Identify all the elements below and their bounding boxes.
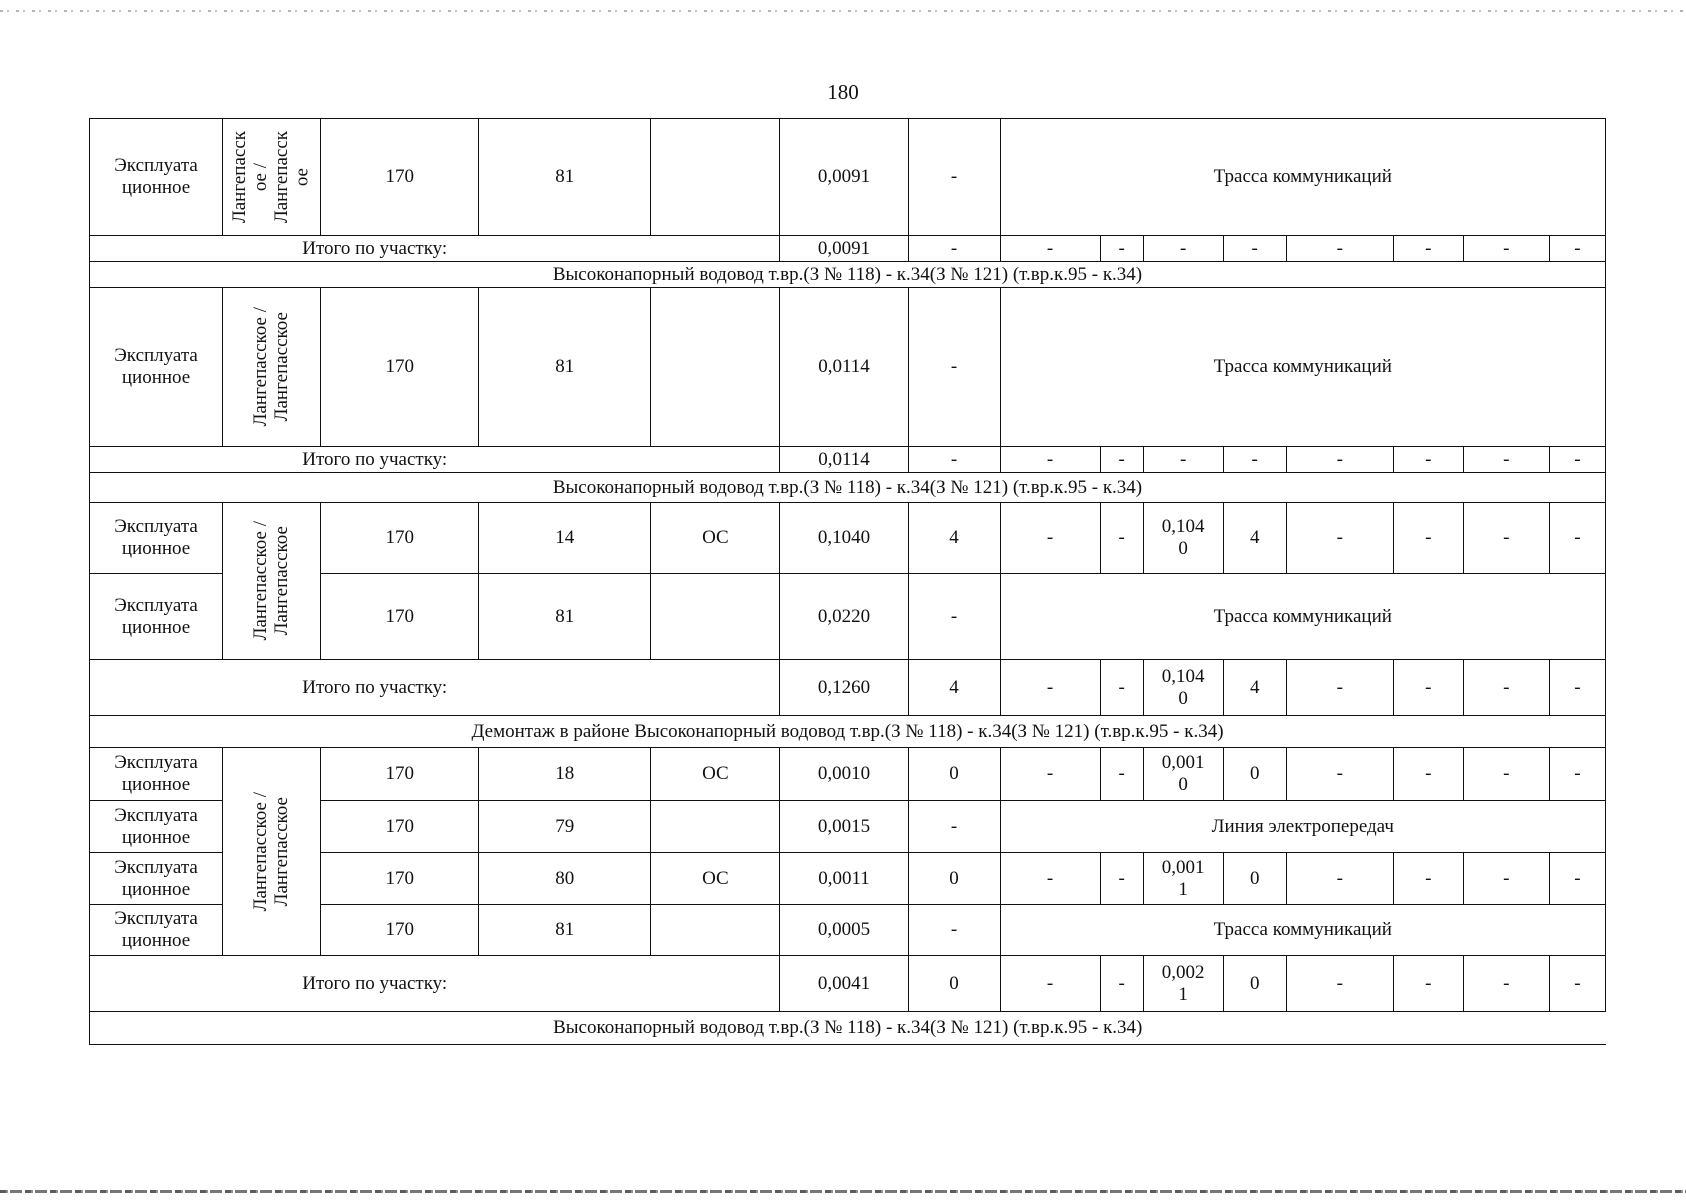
value-cell: 0,001 0 xyxy=(1143,748,1223,801)
total-value-cell: - xyxy=(1463,660,1549,716)
total-value-cell: 0,002 1 xyxy=(1143,956,1223,1012)
total-count-cell: - xyxy=(908,447,1000,473)
value-cell: - xyxy=(1463,853,1549,905)
total-area-cell: 0,1260 xyxy=(780,660,908,716)
use-cell: Эксплуата ционное xyxy=(90,853,223,905)
area-cell: 0,0011 xyxy=(780,853,908,905)
count-cell: 0 xyxy=(908,853,1000,905)
total-value-cell: - xyxy=(1100,447,1143,473)
total-row xyxy=(90,660,1606,716)
quarter-cell: 170 xyxy=(321,905,479,956)
total-value-cell: - xyxy=(1000,236,1100,262)
parcel-cell: 18 xyxy=(479,748,651,801)
use-cell: Эксплуата ционное xyxy=(90,574,223,660)
area-cell: 0,0220 xyxy=(780,574,908,660)
district-text: Лангепасское / Лангепасское xyxy=(249,307,292,427)
code-cell: ОС xyxy=(651,503,780,574)
total-count-cell: 4 xyxy=(908,660,1000,716)
table-row xyxy=(90,503,1606,574)
value-cell: - xyxy=(1100,503,1143,574)
code-cell xyxy=(651,905,780,956)
total-value-cell: - xyxy=(1286,236,1393,262)
area-cell: 0,1040 xyxy=(780,503,908,574)
total-label: Итого по участку: xyxy=(302,448,448,470)
section-heading-row xyxy=(90,262,1606,288)
note-cell: Трасса коммуникаций xyxy=(1000,574,1605,660)
value-cell: - xyxy=(1100,748,1143,801)
code-cell: ОС xyxy=(651,853,780,905)
code-cell xyxy=(651,288,780,447)
section-heading: Высоконапорный водовод т.вр.(З № 118) - к.34(З № 121) (т.вр.к.95 - к.34) xyxy=(90,473,1606,503)
use-cell: Эксплуата ционное xyxy=(90,748,223,801)
count-cell: 4 xyxy=(908,503,1000,574)
value-cell: - xyxy=(1000,503,1100,574)
value-cell: - xyxy=(1100,853,1143,905)
district-cell xyxy=(223,119,321,236)
total-value-cell: - xyxy=(1549,956,1605,1012)
note-cell: Трасса коммуникаций xyxy=(1000,119,1605,236)
table-row xyxy=(90,748,1606,801)
count-cell: - xyxy=(908,801,1000,853)
use-cell: Эксплуата ционное xyxy=(90,288,223,447)
note-cell: Линия электропередач xyxy=(1000,801,1605,853)
total-value-cell: - xyxy=(1223,236,1286,262)
use-cell: Эксплуата ционное xyxy=(90,905,223,956)
code-cell xyxy=(651,801,780,853)
value-cell: - xyxy=(1549,853,1605,905)
value-cell: 0 xyxy=(1223,748,1286,801)
note-cell: Трасса коммуникаций xyxy=(1000,288,1605,447)
total-value-cell: 0,104 0 xyxy=(1143,660,1223,716)
count-cell: 0 xyxy=(908,748,1000,801)
parcel-cell: 80 xyxy=(479,853,651,905)
total-value-cell: - xyxy=(1286,447,1393,473)
value-cell: 0,104 0 xyxy=(1143,503,1223,574)
section-heading-row xyxy=(90,716,1606,748)
district-text: Лангепасское / Лангепасское xyxy=(249,791,292,912)
table-row xyxy=(90,288,1606,447)
parcel-cell: 81 xyxy=(479,574,651,660)
district-text: Лангепасск ое / Лангепасск ое xyxy=(228,130,313,224)
parcel-cell: 81 xyxy=(479,288,651,447)
total-value-cell: - xyxy=(1463,447,1549,473)
area-cell: 0,0005 xyxy=(780,905,908,956)
total-label-cell xyxy=(90,236,780,262)
section-heading: Высоконапорный водовод т.вр.(З № 118) - к.34(З № 121) (т.вр.к.95 - к.34) xyxy=(90,262,1606,288)
use-cell: Эксплуата ционное xyxy=(90,119,223,236)
value-cell: - xyxy=(1000,748,1100,801)
total-label: Итого по участку: xyxy=(302,237,448,259)
use-cell: Эксплуата ционное xyxy=(90,801,223,853)
value-cell: - xyxy=(1549,503,1605,574)
total-value-cell: - xyxy=(1393,447,1463,473)
value-cell: - xyxy=(1393,748,1463,801)
area-cell: 0,0114 xyxy=(780,288,908,447)
value-cell: - xyxy=(1286,748,1393,801)
value-cell: - xyxy=(1393,853,1463,905)
total-count-cell: - xyxy=(908,236,1000,262)
total-row xyxy=(90,447,1606,473)
total-value-cell: - xyxy=(1143,447,1223,473)
value-cell: - xyxy=(1393,503,1463,574)
value-cell: - xyxy=(1000,853,1100,905)
total-value-cell: - xyxy=(1549,447,1605,473)
count-cell: - xyxy=(908,288,1000,447)
district-cell xyxy=(223,288,321,447)
count-cell: - xyxy=(908,119,1000,236)
total-area-cell: 0,0041 xyxy=(780,956,908,1012)
value-cell: - xyxy=(1463,503,1549,574)
quarter-cell: 170 xyxy=(321,503,479,574)
value-cell: - xyxy=(1463,748,1549,801)
total-value-cell: - xyxy=(1000,956,1100,1012)
area-cell: 0,0091 xyxy=(780,119,908,236)
quarter-cell: 170 xyxy=(321,801,479,853)
parcel-cell: 14 xyxy=(479,503,651,574)
total-label: Итого по участку: xyxy=(302,972,448,994)
code-cell xyxy=(651,574,780,660)
total-value-cell: - xyxy=(1463,236,1549,262)
value-cell: - xyxy=(1549,748,1605,801)
count-cell: - xyxy=(908,905,1000,956)
total-value-cell: - xyxy=(1100,236,1143,262)
total-row xyxy=(90,236,1606,262)
section-heading: Демонтаж в районе Высоконапорный водовод т.вр.(З № 118) - к.34(З № 121) (т.вр.к.95 - к.34) xyxy=(90,716,1606,748)
use-cell: Эксплуата ционное xyxy=(90,503,223,574)
scan-edge-bottom xyxy=(0,1190,1686,1193)
area-cell: 0,0015 xyxy=(780,801,908,853)
parcel-cell: 81 xyxy=(479,119,651,236)
section-heading-row xyxy=(90,473,1606,503)
district-cell xyxy=(223,748,321,956)
parcel-cell: 79 xyxy=(479,801,651,853)
section-heading-row xyxy=(90,1012,1606,1045)
code-cell xyxy=(651,119,780,236)
total-area-cell: 0,0091 xyxy=(780,236,908,262)
quarter-cell: 170 xyxy=(321,119,479,236)
scan-edge-top xyxy=(0,10,1686,12)
table-row xyxy=(90,119,1606,236)
total-value-cell: - xyxy=(1393,660,1463,716)
value-cell: 0 xyxy=(1223,853,1286,905)
total-value-cell: 0 xyxy=(1223,956,1286,1012)
total-label-cell xyxy=(90,447,780,473)
value-cell: 0,001 1 xyxy=(1143,853,1223,905)
total-value-cell: 4 xyxy=(1223,660,1286,716)
quarter-cell: 170 xyxy=(321,574,479,660)
total-value-cell: - xyxy=(1000,660,1100,716)
note-cell: Трасса коммуникаций xyxy=(1000,905,1605,956)
quarter-cell: 170 xyxy=(321,853,479,905)
total-label: Итого по участку: xyxy=(302,676,448,698)
total-label-cell xyxy=(90,660,780,716)
total-value-cell: - xyxy=(1549,660,1605,716)
quarter-cell: 170 xyxy=(321,288,479,447)
district-cell xyxy=(223,503,321,660)
total-label-cell xyxy=(90,956,780,1012)
section-heading: Высоконапорный водовод т.вр.(З № 118) - к.34(З № 121) (т.вр.к.95 - к.34) xyxy=(90,1012,1606,1045)
total-value-cell: - xyxy=(1143,236,1223,262)
total-value-cell: - xyxy=(1286,956,1393,1012)
total-count-cell: 0 xyxy=(908,956,1000,1012)
count-cell: - xyxy=(908,574,1000,660)
land-parcels-table xyxy=(89,118,1606,1045)
parcel-cell: 81 xyxy=(479,905,651,956)
area-cell: 0,0010 xyxy=(780,748,908,801)
page-number: 180 xyxy=(827,80,859,104)
quarter-cell: 170 xyxy=(321,748,479,801)
total-value-cell: - xyxy=(1286,660,1393,716)
value-cell: 4 xyxy=(1223,503,1286,574)
value-cell: - xyxy=(1286,503,1393,574)
value-cell: - xyxy=(1286,853,1393,905)
total-value-cell: - xyxy=(1549,236,1605,262)
total-value-cell: - xyxy=(1100,660,1143,716)
total-value-cell: - xyxy=(1463,956,1549,1012)
total-value-cell: - xyxy=(1223,447,1286,473)
total-row xyxy=(90,956,1606,1012)
total-area-cell: 0,0114 xyxy=(780,447,908,473)
total-value-cell: - xyxy=(1000,447,1100,473)
district-text: Лангепасское / Лангепасское xyxy=(249,521,292,641)
total-value-cell: - xyxy=(1393,956,1463,1012)
code-cell: ОС xyxy=(651,748,780,801)
total-value-cell: - xyxy=(1393,236,1463,262)
total-value-cell: - xyxy=(1100,956,1143,1012)
